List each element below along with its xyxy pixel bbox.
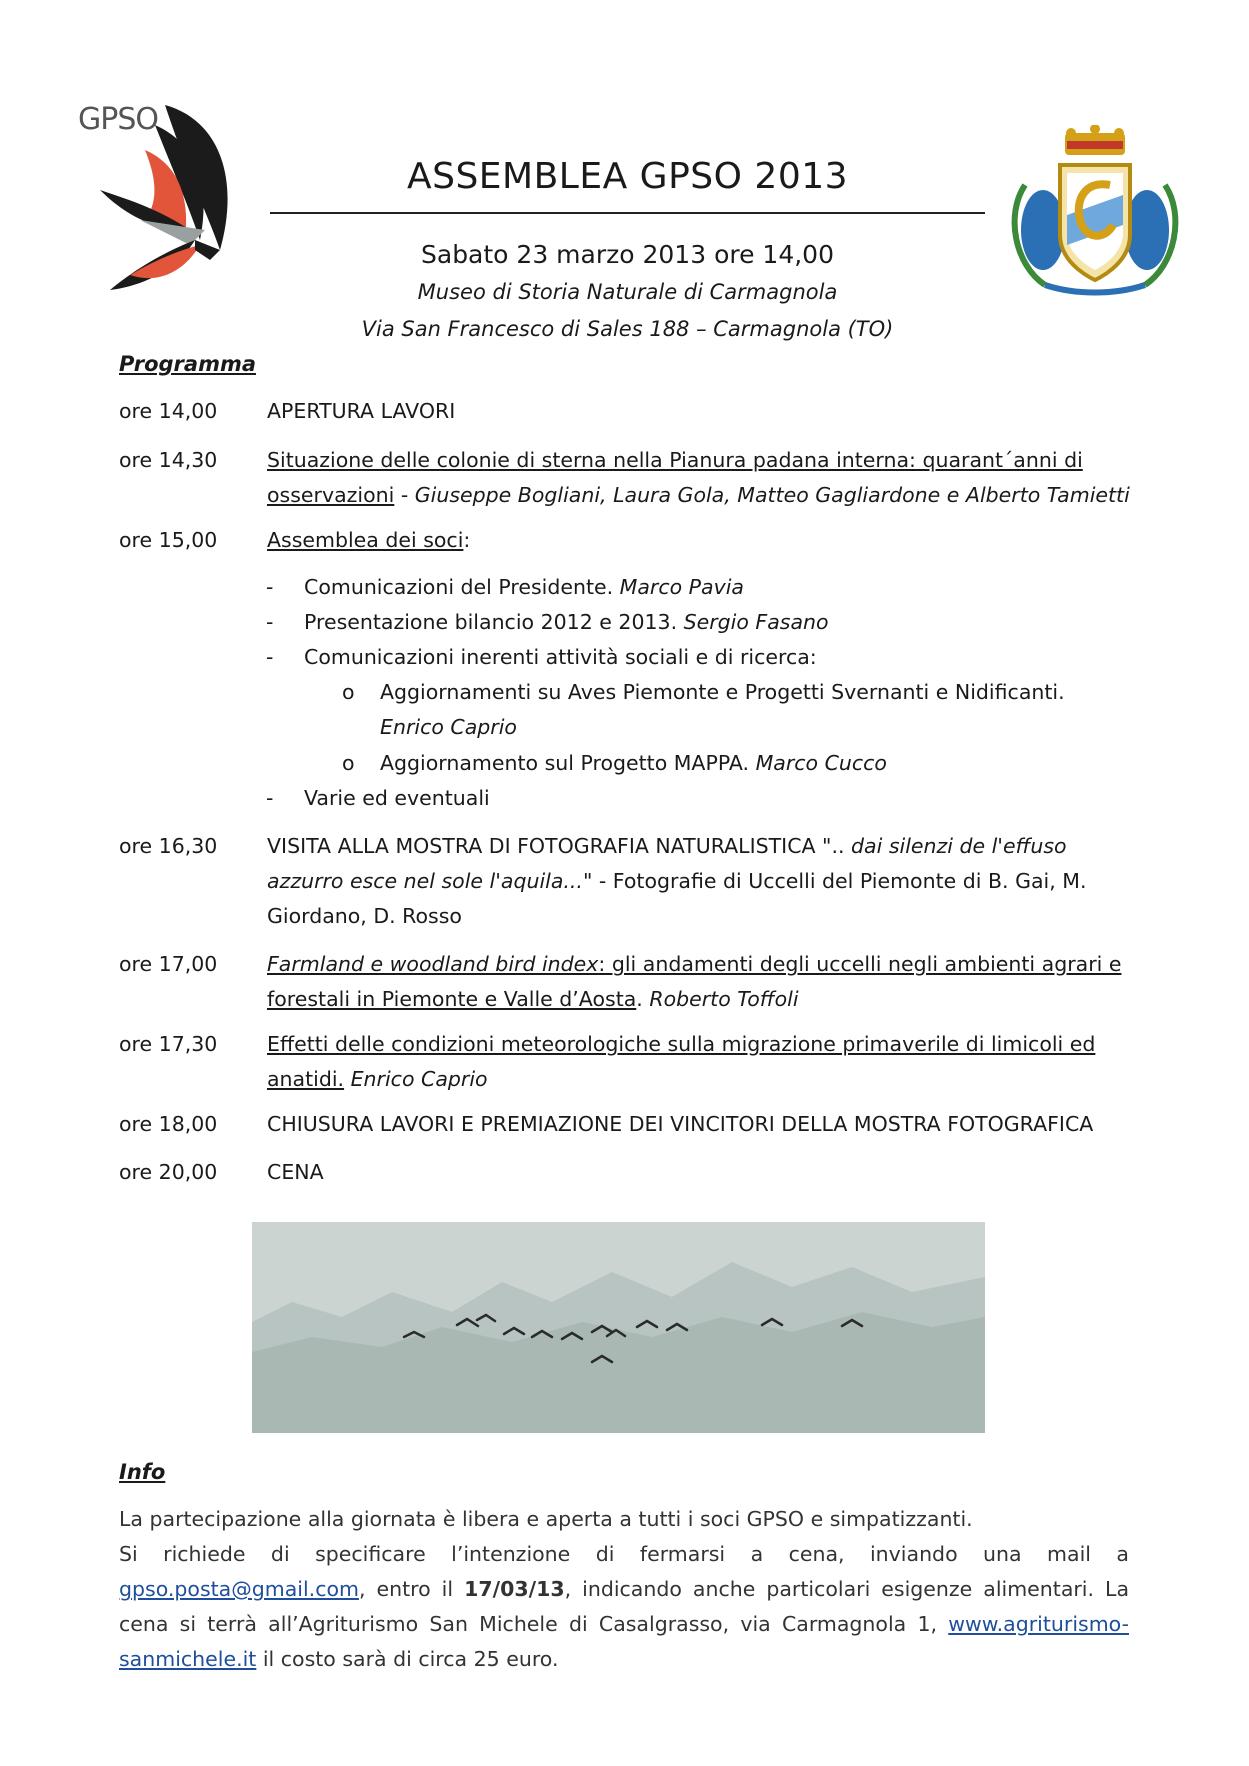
swift-bird-icon: [70, 100, 250, 300]
gpso-logo-text: GPSO: [78, 102, 158, 137]
sub-item-label: Aggiornamento sul Progetto MAPPA.: [380, 751, 756, 775]
program-time: ore 14,30: [119, 448, 218, 472]
sub-item-label: Comunicazioni del Presidente.: [304, 575, 620, 599]
program-item: [267, 523, 1249, 558]
exhibition-quote-end: azzurro esce nel sole l'aquila...: [267, 869, 583, 893]
program-item: [267, 1027, 1249, 1097]
talk-title-italic: Farmland e woodland bird index: [267, 952, 599, 976]
talk-authors: Giuseppe Bogliani, Laura Gola, Matteo Gagliardone e Alberto Tamietti: [414, 483, 1130, 507]
carmagnola-coat-of-arms: [1005, 125, 1185, 305]
separator: -: [394, 483, 415, 507]
sub-item-text: Comunicazioni inerenti attività sociali e di ricerca:: [304, 645, 817, 669]
program-item: [267, 443, 1249, 513]
assembly-colon: :: [463, 528, 471, 552]
sub-item-author: Enrico Caprio: [380, 715, 517, 739]
flying-cranes-image: [252, 1222, 985, 1433]
cranes-photo: [252, 1222, 985, 1433]
talk-authors: Roberto Toffoli: [649, 987, 799, 1011]
circle-bullet: o: [342, 680, 355, 704]
sub-item-author: Sergio Fasano: [683, 610, 829, 634]
dash-bullet: -: [266, 645, 274, 669]
program-item: CHIUSURA LAVORI E PREMIAZIONE DEI VINCITORI DELLA MOSTRA FOTOGRAFICA: [267, 1112, 1094, 1136]
talk-title: Effetti delle condizioni meteorologiche sulla migrazione primaverile di limicoli ed: [267, 1032, 1096, 1056]
info-line-2: Si richiede di specificare l’intenzione di fermarsi a cena, inviando una mail a: [119, 1542, 1129, 1566]
info-heading: Info: [119, 1460, 166, 1484]
sub-sub-item-text: [380, 746, 887, 781]
talk-title-end: forestali in Piemonte e Valle d’Aosta: [267, 987, 637, 1011]
exhibition-quote: dai silenzi de l'effuso: [851, 834, 1067, 858]
dash-bullet: -: [266, 575, 274, 599]
program-item: APERTURA LAVORI: [267, 399, 456, 423]
exhibition-title: VISITA ALLA MOSTRA DI FOTOGRAFIA NATURALISTICA "..: [267, 834, 852, 858]
circle-bullet: o: [342, 751, 355, 775]
program-time: ore 17,00: [119, 952, 218, 976]
sub-item-author: Marco Pavia: [619, 575, 744, 599]
event-venue: Museo di Storia Naturale di Carmagnola: [417, 280, 838, 304]
exhibition-credits-end: Giordano, D. Rosso: [267, 904, 462, 928]
sub-item-label: Presentazione bilancio 2012 e 2013.: [304, 610, 684, 634]
dash-bullet: -: [266, 610, 274, 634]
sub-item-text: [304, 570, 744, 605]
info-text: , entro il: [358, 1577, 465, 1601]
sub-item-text: [304, 605, 829, 640]
info-text: , indicando anche particolari esigenze alimentari. La cena si terrà all’Agriturismo San Michele di Casalgrasso, via Carmagnola 1,: [119, 1577, 1130, 1636]
program-time: ore 15,00: [119, 528, 218, 552]
event-address: Via San Francesco di Sales 188 – Carmagnola (TO): [361, 317, 894, 341]
program-time: ore 20,00: [119, 1160, 218, 1184]
coat-of-arms-icon: [1005, 125, 1185, 305]
email-link[interactable]: gpso.posta@gmail.com: [119, 1577, 359, 1601]
dash-bullet: -: [266, 786, 274, 810]
program-heading: Programma: [119, 352, 257, 376]
program-time: ore 14,00: [119, 399, 218, 423]
program-time: ore 16,30: [119, 834, 218, 858]
info-paragraph: [119, 1572, 1129, 1677]
talk-title: : gli andamenti degli uccelli negli ambienti agrari e: [598, 952, 1122, 976]
program-item: CENA: [267, 1160, 324, 1184]
sub-item-text: Varie ed eventuali: [304, 786, 490, 810]
sub-sub-item-text: Aggiornamenti su Aves Piemonte e Progetti Svernanti e Nidificanti.: [380, 680, 1065, 704]
info-line-1: La partecipazione alla giornata è libera e aperta a tutti i soci GPSO e simpatizzanti.: [119, 1507, 973, 1531]
website-link[interactable]: www.agriturismo-sanmichele.it: [119, 1612, 1129, 1671]
talk-authors: Enrico Caprio: [350, 1067, 488, 1091]
program-item: [267, 829, 1249, 934]
talk-title: Situazione delle colonie di sterna nella Pianura padana interna: quarant´anni di: [267, 448, 1083, 472]
deadline-date: 17/03/13: [464, 1577, 565, 1601]
exhibition-credits: " - Fotografie di Uccelli del Piemonte di B. Gai, M.: [582, 869, 1087, 893]
program-time: ore 17,30: [119, 1032, 218, 1056]
gpso-logo: [70, 100, 250, 300]
separator: .: [636, 987, 650, 1011]
event-date: Sabato 23 marzo 2013 ore 14,00: [421, 240, 834, 269]
info-text: il costo sarà di circa 25 euro.: [256, 1647, 559, 1671]
page-title: ASSEMBLEA GPSO 2013: [406, 156, 849, 197]
assembly-title: Assemblea dei soci: [267, 528, 464, 552]
talk-title-end: osservazioni: [267, 483, 395, 507]
program-item: [267, 947, 1249, 1017]
sub-item-author: Marco Cucco: [755, 751, 887, 775]
title-divider: [270, 212, 985, 214]
talk-title-end: anatidi.: [267, 1067, 345, 1091]
program-time: ore 18,00: [119, 1112, 218, 1136]
